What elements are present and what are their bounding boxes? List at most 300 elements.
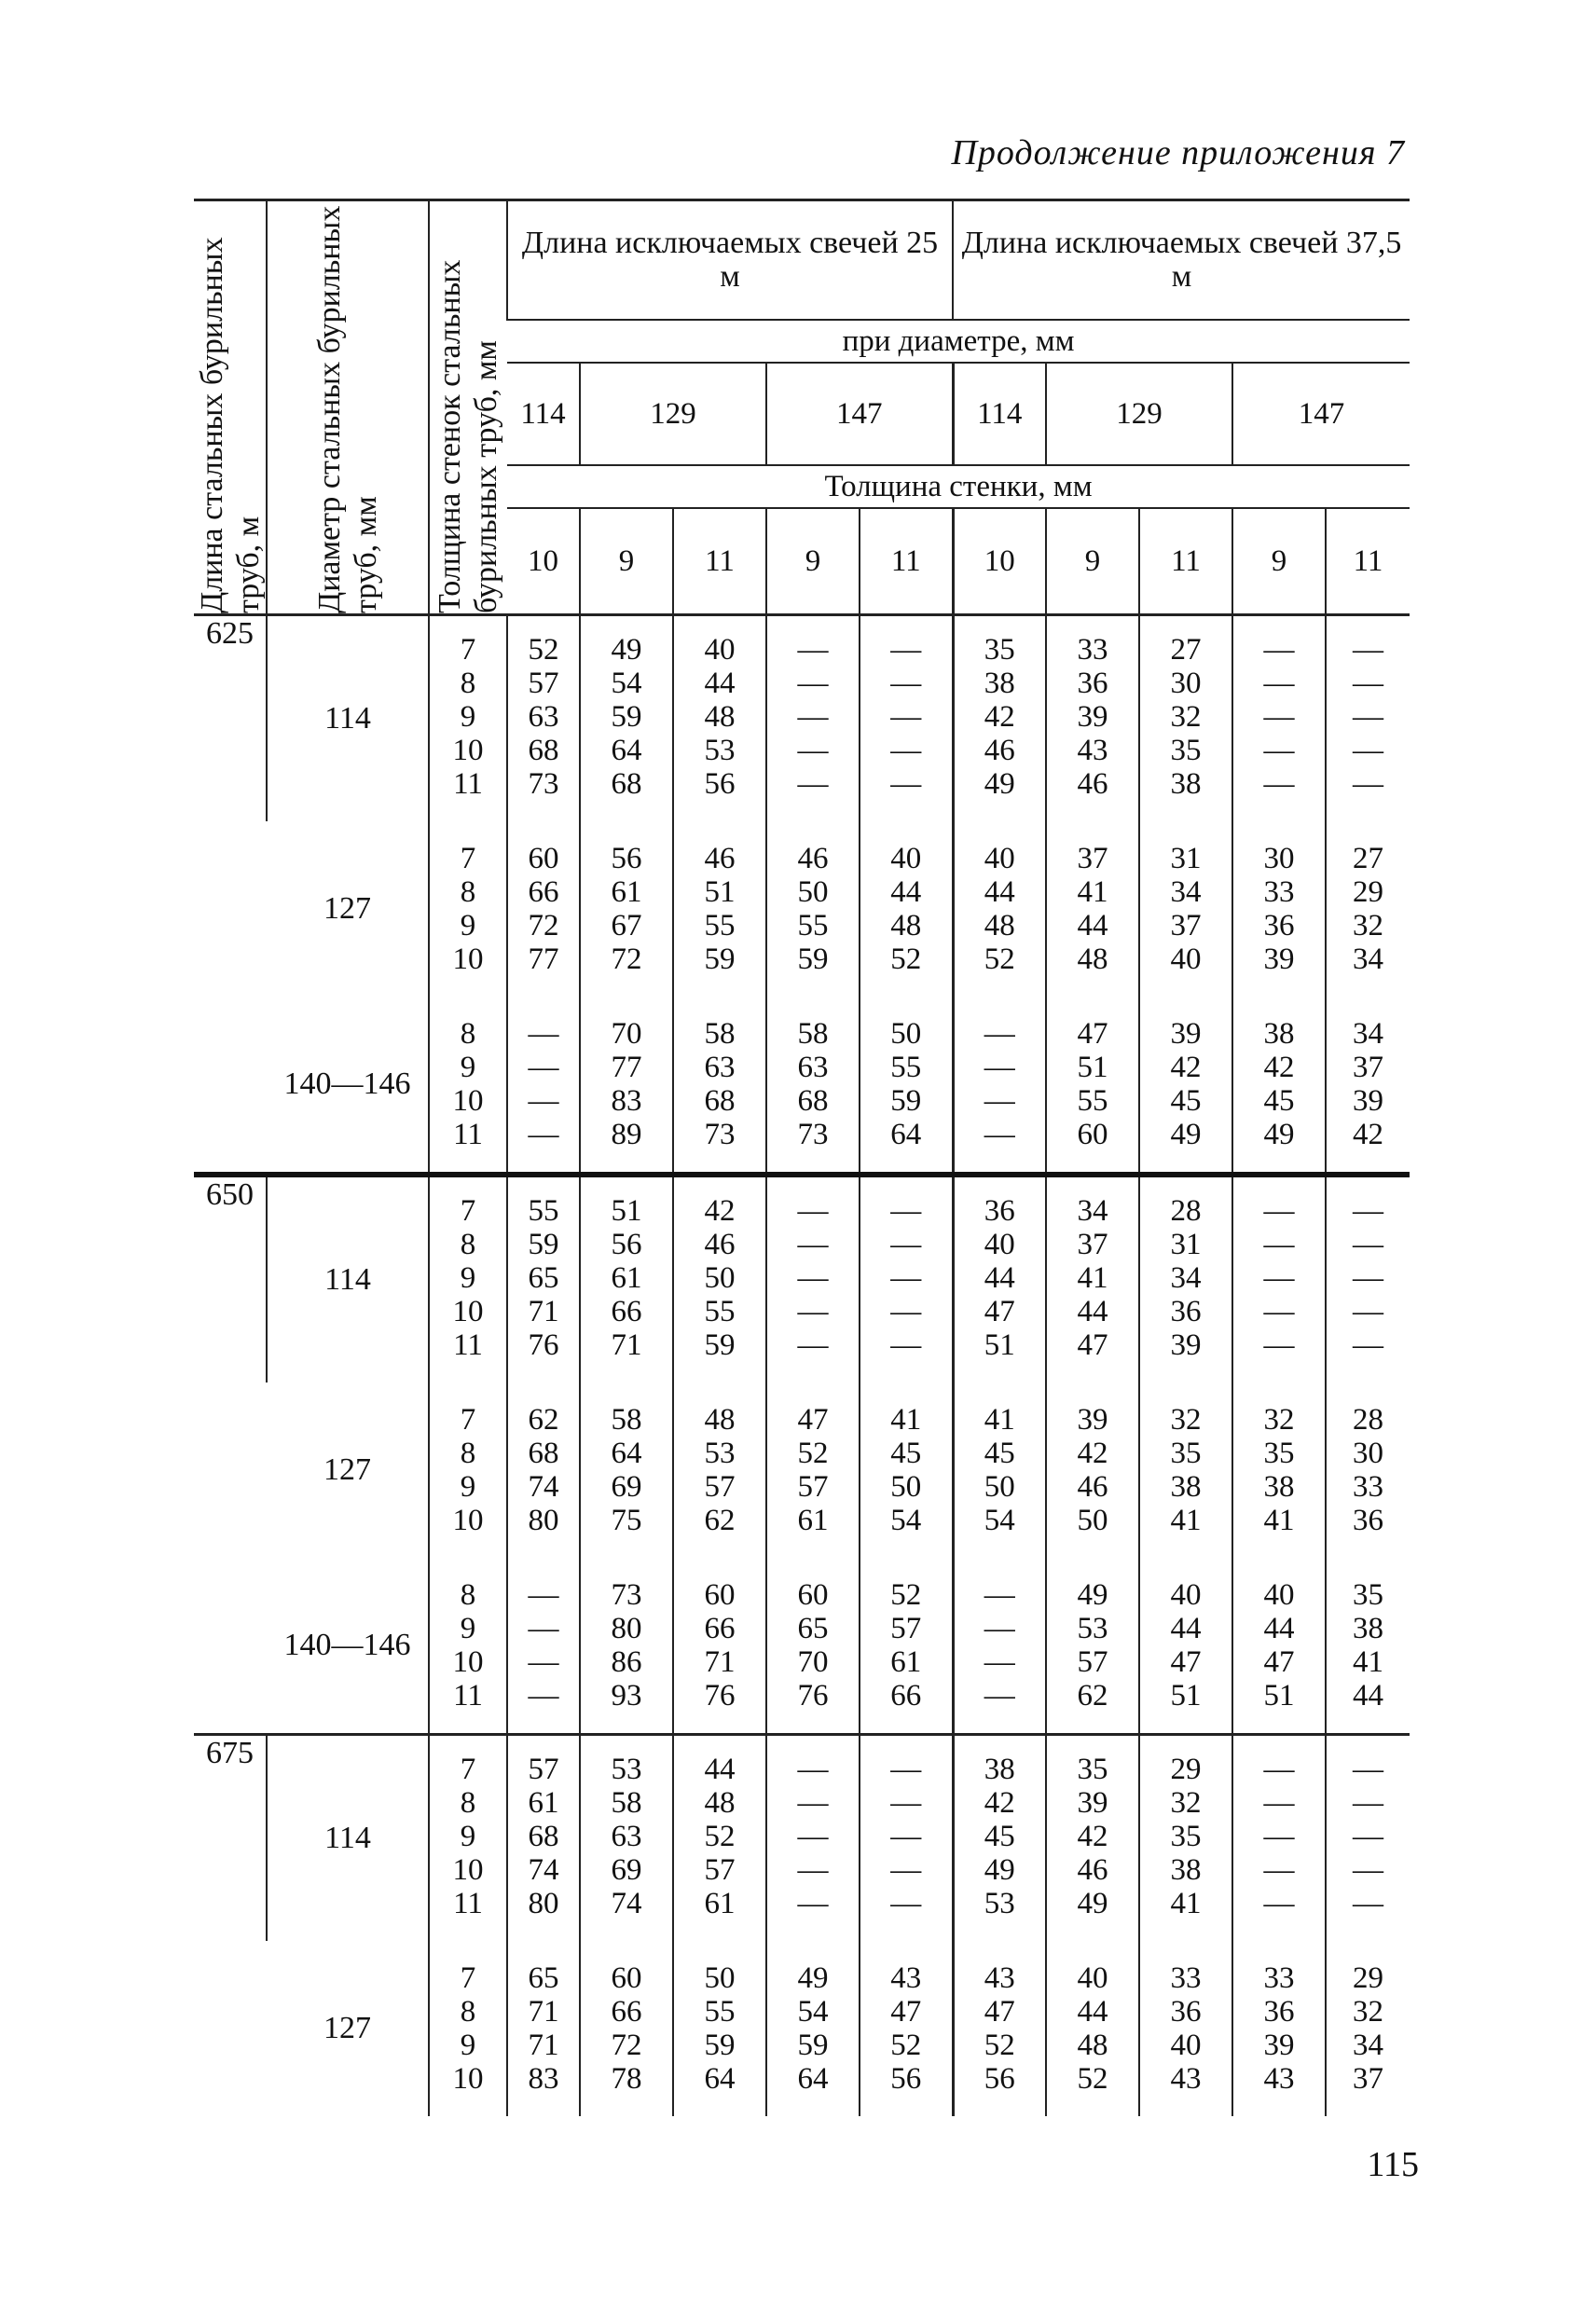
value: 38 — [1170, 1853, 1202, 1887]
value: 47 — [984, 1295, 1015, 1328]
value: 8 — [460, 1017, 476, 1051]
value: — — [890, 1786, 922, 1820]
value: 38 — [984, 1753, 1015, 1786]
value: 48 — [890, 909, 922, 942]
value: 40 — [704, 633, 736, 667]
value: — — [528, 1645, 559, 1679]
value: 27 — [1353, 842, 1384, 875]
value: 52 — [704, 1820, 736, 1853]
value: 53 — [704, 734, 736, 767]
value: 61 — [704, 1887, 736, 1920]
value: — — [890, 1194, 922, 1228]
value-column-cell — [1139, 821, 1232, 997]
value: 41 — [1077, 1261, 1108, 1295]
value-column-cell — [1139, 1735, 1232, 1942]
value: — — [1353, 1228, 1384, 1261]
value: 66 — [704, 1612, 736, 1645]
value: 67 — [611, 909, 642, 942]
value: 49 — [611, 633, 642, 667]
value-column-cell — [1046, 821, 1139, 997]
value: 36 — [1353, 1504, 1384, 1537]
value-column-cell — [766, 1941, 860, 2116]
value: 59 — [797, 2029, 829, 2062]
value: 76 — [797, 1679, 829, 1713]
page-number: 115 — [1367, 2145, 1419, 2184]
wall-thickness-cell — [429, 997, 507, 1175]
value: 47 — [1263, 1645, 1295, 1679]
value: — — [984, 1017, 1015, 1051]
value: 71 — [528, 1295, 559, 1328]
value: 59 — [704, 1328, 736, 1362]
value-column-cell — [1046, 1382, 1139, 1558]
pipe-diameter-cell: 140—146 — [283, 1628, 411, 1662]
header-at-diameter: при диаметре, мм — [507, 320, 1410, 363]
value: 36 — [1263, 909, 1295, 942]
value: 62 — [704, 1504, 736, 1537]
value: 50 — [890, 1470, 922, 1504]
value: 89 — [611, 1118, 642, 1151]
value: 51 — [1077, 1051, 1108, 1084]
value-column-cell — [1139, 1558, 1232, 1735]
value: 38 — [1170, 767, 1202, 801]
value-column-cell — [580, 1941, 673, 2116]
wall-thickness-cell — [429, 1941, 507, 2116]
value: 73 — [611, 1578, 642, 1612]
value: 61 — [611, 1261, 642, 1295]
value: 8 — [460, 667, 476, 700]
value: 46 — [984, 734, 1015, 767]
value: 50 — [704, 1961, 736, 1995]
value: 9 — [460, 1612, 476, 1645]
value: — — [797, 1295, 829, 1328]
value: — — [797, 767, 829, 801]
value: 51 — [984, 1328, 1015, 1362]
value: 8 — [460, 1437, 476, 1470]
value: 42 — [984, 700, 1015, 734]
value: 9 — [460, 700, 476, 734]
value: 39 — [1077, 1403, 1108, 1437]
value: 59 — [704, 942, 736, 976]
value: 51 — [1170, 1679, 1202, 1713]
value: 55 — [797, 909, 829, 942]
value: 8 — [460, 875, 476, 909]
value: 56 — [611, 842, 642, 875]
value: 11 — [453, 1328, 483, 1362]
value-column-cell — [507, 1175, 580, 1382]
value: 40 — [1170, 1578, 1202, 1612]
value: 76 — [704, 1679, 736, 1713]
value: — — [1263, 1228, 1295, 1261]
value: — — [1263, 667, 1295, 700]
value-column-cell — [673, 1175, 766, 1382]
value: 60 — [528, 842, 559, 875]
value: 36 — [1170, 1295, 1202, 1328]
value: — — [1353, 1753, 1384, 1786]
value: 10 — [452, 1084, 484, 1118]
value: 47 — [1077, 1017, 1108, 1051]
header-diam-cell: 114 — [507, 363, 580, 465]
header-wall: Толщина стенок стальных бурильных труб, мм — [429, 200, 507, 615]
value: — — [1353, 1853, 1384, 1887]
value: 32 — [1170, 1403, 1202, 1437]
value: 44 — [1077, 1295, 1108, 1328]
value: 49 — [984, 767, 1015, 801]
value-column-cell — [766, 1382, 860, 1558]
value: 40 — [1263, 1578, 1295, 1612]
header-diam-cell: 129 — [580, 363, 766, 465]
value-column-cell — [766, 1175, 860, 1382]
value: 40 — [1077, 1961, 1108, 1995]
value: — — [890, 1295, 922, 1328]
header-wall-cell: 9 — [580, 508, 673, 615]
value-column-cell — [507, 1735, 580, 1942]
value-column-cell — [1046, 1941, 1139, 2116]
value: 39 — [1077, 700, 1108, 734]
pipe-diameter-cell: 127 — [323, 2011, 371, 2045]
value-column-cell — [1326, 1558, 1410, 1735]
value-column-cell — [1139, 1941, 1232, 2116]
value: 7 — [460, 1753, 476, 1786]
value: — — [528, 1612, 559, 1645]
value: 34 — [1353, 2029, 1384, 2062]
value-column-cell — [1139, 615, 1232, 822]
value: 45 — [890, 1437, 922, 1470]
value: — — [1353, 667, 1384, 700]
value: — — [797, 1228, 829, 1261]
value-column-cell — [766, 821, 860, 997]
value: 57 — [704, 1853, 736, 1887]
value: — — [528, 1578, 559, 1612]
value: — — [890, 700, 922, 734]
pipe-diameter-cell: 114 — [267, 1735, 429, 1942]
value: 40 — [984, 842, 1015, 875]
value: 40 — [1170, 942, 1202, 976]
value: 32 — [1170, 1786, 1202, 1820]
value-column-cell — [1326, 1175, 1410, 1382]
value-column-cell — [1326, 615, 1410, 822]
value: 65 — [797, 1612, 829, 1645]
table-row — [194, 1175, 1410, 1382]
value: 11 — [453, 1679, 483, 1713]
value: 66 — [611, 1995, 642, 2029]
value: 11 — [453, 1118, 483, 1151]
value: 77 — [611, 1051, 642, 1084]
value: 47 — [797, 1403, 829, 1437]
value: 37 — [1353, 1051, 1384, 1084]
value-column-cell — [673, 1382, 766, 1558]
value: 33 — [1263, 875, 1295, 909]
value: 9 — [460, 1820, 476, 1853]
value-column-cell — [766, 1558, 860, 1735]
table-row — [194, 615, 1410, 822]
value: — — [797, 1261, 829, 1295]
value: 42 — [704, 1194, 736, 1228]
value: 35 — [1077, 1753, 1108, 1786]
value: 56 — [704, 767, 736, 801]
value: 64 — [704, 2062, 736, 2096]
value: 42 — [1353, 1118, 1384, 1151]
value: — — [1353, 1295, 1384, 1328]
value-column-cell — [766, 997, 860, 1175]
value: 37 — [1353, 2062, 1384, 2096]
value: 80 — [528, 1504, 559, 1537]
value: — — [1263, 734, 1295, 767]
value: — — [1353, 734, 1384, 767]
value: — — [797, 734, 829, 767]
value-column-cell — [1326, 997, 1410, 1175]
value: — — [1353, 1261, 1384, 1295]
value: 62 — [528, 1403, 559, 1437]
value: 61 — [528, 1786, 559, 1820]
value-column-cell — [953, 1735, 1046, 1942]
value-column-cell — [860, 821, 953, 997]
value: 66 — [611, 1295, 642, 1328]
value: — — [797, 1194, 829, 1228]
value: 46 — [797, 842, 829, 875]
value: 55 — [1077, 1084, 1108, 1118]
value: 52 — [1077, 2062, 1108, 2096]
value-column-cell — [1139, 997, 1232, 1175]
value: 35 — [1170, 1820, 1202, 1853]
value: 9 — [460, 1261, 476, 1295]
value: 68 — [528, 1437, 559, 1470]
value: — — [1263, 1194, 1295, 1228]
wall-thickness-cell — [429, 615, 507, 822]
value: — — [797, 1328, 829, 1362]
value: 44 — [1077, 1995, 1108, 2029]
value-column-cell — [953, 997, 1046, 1175]
value: 28 — [1170, 1194, 1202, 1228]
value: — — [890, 633, 922, 667]
value: 46 — [1077, 1470, 1108, 1504]
value: — — [528, 1679, 559, 1713]
value: 33 — [1263, 1961, 1295, 1995]
value: 46 — [704, 1228, 736, 1261]
value: 58 — [704, 1017, 736, 1051]
value-column-cell — [580, 1735, 673, 1942]
value-column-cell — [580, 1382, 673, 1558]
value: 29 — [1353, 875, 1384, 909]
value: 68 — [797, 1084, 829, 1118]
value: 54 — [984, 1504, 1015, 1537]
value: 51 — [704, 875, 736, 909]
value: 10 — [452, 1645, 484, 1679]
value: 61 — [611, 875, 642, 909]
value: 41 — [984, 1403, 1015, 1437]
value-column-cell — [507, 1558, 580, 1735]
value-column-cell — [1232, 1175, 1326, 1382]
value: — — [890, 1853, 922, 1887]
value: 52 — [528, 633, 559, 667]
value: 72 — [611, 942, 642, 976]
value: 58 — [611, 1403, 642, 1437]
value: 49 — [1077, 1578, 1108, 1612]
value: 80 — [611, 1612, 642, 1645]
value: 8 — [460, 1995, 476, 2029]
value-column-cell — [673, 821, 766, 997]
value: 55 — [528, 1194, 559, 1228]
value-column-cell — [953, 615, 1046, 822]
value: 44 — [984, 1261, 1015, 1295]
table-row — [194, 1382, 1410, 1558]
value: 44 — [890, 875, 922, 909]
value: 34 — [1077, 1194, 1108, 1228]
value: — — [890, 1228, 922, 1261]
value-column-cell — [860, 1175, 953, 1382]
value: 10 — [452, 942, 484, 976]
value: 40 — [1170, 2029, 1202, 2062]
value-column-cell — [1232, 615, 1326, 822]
value: 30 — [1263, 842, 1295, 875]
value: 10 — [452, 2062, 484, 2096]
header-wall-cell: 9 — [766, 508, 860, 615]
value: 11 — [453, 1887, 483, 1920]
value-column-cell — [1326, 1382, 1410, 1558]
value: — — [1353, 700, 1384, 734]
value-column-cell — [580, 997, 673, 1175]
value: 51 — [611, 1194, 642, 1228]
value: 50 — [797, 875, 829, 909]
value: 68 — [611, 767, 642, 801]
value: 54 — [890, 1504, 922, 1537]
value: 48 — [1077, 2029, 1108, 2062]
table-row — [194, 1735, 1410, 1942]
value: 53 — [611, 1753, 642, 1786]
value: 59 — [890, 1084, 922, 1118]
value: 74 — [528, 1853, 559, 1887]
value: — — [984, 1679, 1015, 1713]
value: 48 — [984, 909, 1015, 942]
value: 80 — [528, 1887, 559, 1920]
value: 61 — [797, 1504, 829, 1537]
value: — — [1353, 1786, 1384, 1820]
value-column-cell — [507, 821, 580, 997]
value: 58 — [797, 1017, 829, 1051]
value-column-cell — [860, 615, 953, 822]
value-column-cell — [580, 1175, 673, 1382]
value-column-cell — [1139, 1382, 1232, 1558]
value: 44 — [1170, 1612, 1202, 1645]
value: 46 — [1077, 767, 1108, 801]
value: — — [890, 734, 922, 767]
value: — — [797, 1753, 829, 1786]
value: 83 — [611, 1084, 642, 1118]
value: — — [1263, 1295, 1295, 1328]
value: — — [1263, 1261, 1295, 1295]
value: 70 — [611, 1017, 642, 1051]
value: 34 — [1170, 1261, 1202, 1295]
value: 43 — [1263, 2062, 1295, 2096]
value-column-cell — [953, 821, 1046, 997]
table-row — [194, 997, 1410, 1175]
value: — — [528, 1118, 559, 1151]
value: — — [1263, 1786, 1295, 1820]
value: 62 — [1077, 1679, 1108, 1713]
value: — — [890, 1753, 922, 1786]
table-body — [194, 615, 1410, 2117]
value-column-cell — [1232, 821, 1326, 997]
pipe-diameter-cell: 127 — [323, 891, 371, 926]
value: 32 — [1353, 909, 1384, 942]
value: 9 — [460, 909, 476, 942]
value: — — [984, 1084, 1015, 1118]
value: 44 — [704, 667, 736, 700]
value: 66 — [528, 875, 559, 909]
value: 72 — [528, 909, 559, 942]
value: 64 — [797, 2062, 829, 2096]
value: 47 — [1170, 1645, 1202, 1679]
value: 41 — [890, 1403, 922, 1437]
value-column-cell — [580, 1558, 673, 1735]
value: 9 — [460, 2029, 476, 2062]
value: 73 — [797, 1118, 829, 1151]
value: 41 — [1170, 1504, 1202, 1537]
value: — — [890, 1328, 922, 1362]
value: 64 — [611, 1437, 642, 1470]
value: 41 — [1353, 1645, 1384, 1679]
value: 57 — [890, 1612, 922, 1645]
header-diam-cell: 114 — [953, 363, 1046, 465]
header-wall-cell: 10 — [953, 508, 1046, 615]
value: 45 — [1170, 1084, 1202, 1118]
value: 54 — [611, 667, 642, 700]
value-column-cell — [1232, 1941, 1326, 2116]
value: 52 — [984, 2029, 1015, 2062]
value: 32 — [1263, 1403, 1295, 1437]
value: 44 — [704, 1753, 736, 1786]
value: 35 — [1353, 1578, 1384, 1612]
value: 38 — [1170, 1470, 1202, 1504]
value-column-cell — [580, 821, 673, 997]
wall-thickness-cell — [429, 1735, 507, 1942]
value: 52 — [890, 942, 922, 976]
value: 27 — [1170, 633, 1202, 667]
value: 7 — [460, 1194, 476, 1228]
header-wall-thickness: Толщина стенки, мм — [507, 465, 1410, 508]
value: 42 — [1170, 1051, 1202, 1084]
value-column-cell — [1232, 1735, 1326, 1942]
value: — — [1263, 767, 1295, 801]
value-column-cell — [860, 1735, 953, 1942]
data-table — [194, 199, 1410, 2116]
value: 48 — [1077, 942, 1108, 976]
value: 42 — [1263, 1051, 1295, 1084]
value: 28 — [1353, 1403, 1384, 1437]
value-column-cell — [673, 997, 766, 1175]
value: 59 — [528, 1228, 559, 1261]
value: 36 — [1077, 667, 1108, 700]
header-group-37: Длина исключаемых свечей 37,5 м — [953, 200, 1410, 321]
value-column-cell — [673, 615, 766, 822]
value: — — [1263, 1753, 1295, 1786]
value: 64 — [611, 734, 642, 767]
value-column-cell — [1046, 1735, 1139, 1942]
value: 9 — [460, 1051, 476, 1084]
value: 34 — [1170, 875, 1202, 909]
value: 42 — [984, 1786, 1015, 1820]
value: 36 — [1263, 1995, 1295, 2029]
value: 78 — [611, 2062, 642, 2096]
value-column-cell — [507, 1382, 580, 1558]
value: 71 — [704, 1645, 736, 1679]
value: — — [890, 1261, 922, 1295]
value: 8 — [460, 1578, 476, 1612]
value: 56 — [611, 1228, 642, 1261]
value: 46 — [1077, 1853, 1108, 1887]
value: 55 — [704, 1995, 736, 2029]
value: 47 — [1077, 1328, 1108, 1362]
value: — — [890, 767, 922, 801]
